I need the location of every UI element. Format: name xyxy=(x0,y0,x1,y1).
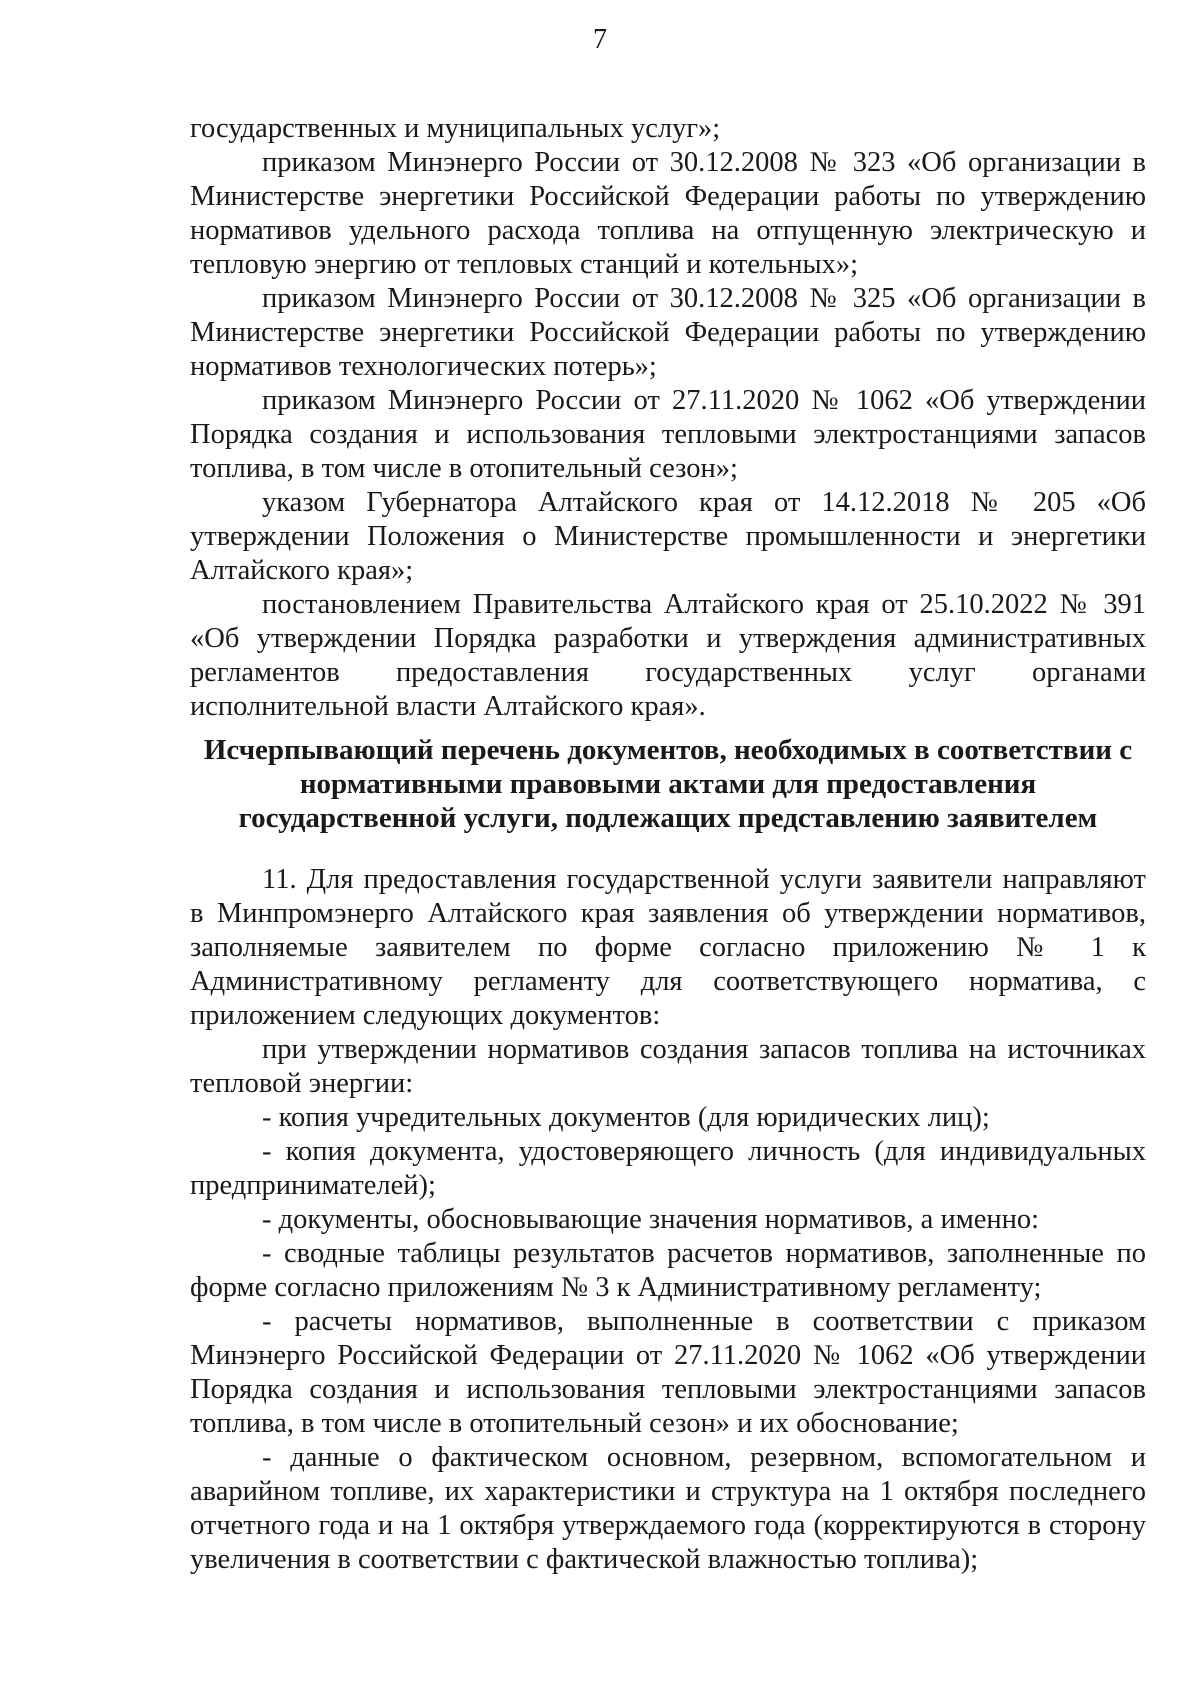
legal-basis-list xyxy=(190,112,1146,724)
paragraph: приказом Минэнерго России от 30.12.2008 № 325 «Об организации в Министерстве энергетики Российской Федерации работы по утверждению нормативов технологических потерь»; xyxy=(190,283,1146,382)
paragraph: 11. Для предоставления государственной услуги заявители направляют в Минпромэнерго Алтайского края заявления об утверждении нормативов, заполняемые заявителем по форме согласно приложению № 1 к Административному регламенту для соответствующего норматива, с приложением следующих документов: xyxy=(190,864,1146,1031)
paragraph: приказом Минэнерго России от 30.12.2008 № 323 «Об организации в Министерстве энергетики Российской Федерации работы по утверждению нормативов удельного расхода топлива на отпущенную электрическую и тепловую энергию от тепловых станций и котельных»; xyxy=(190,147,1146,280)
paragraph: - данные о фактическом основном, резервном, вспомогательном и аварийном топливе, их характеристики и структура на 1 октября последнего отчетного года и на 1 октября утверждаемого года (корректируются в сторону увеличения в соответствии с фактической влажностью топлива); xyxy=(190,1442,1146,1575)
paragraph: - копия учредительных документов (для юридических лиц); xyxy=(262,1102,990,1133)
paragraph: приказом Минэнерго России от 27.11.2020 № 1062 «Об утверждении Порядка создания и использования тепловыми электростанциями запасов топлива, в том числе в отопительный сезон»; xyxy=(190,385,1146,484)
paragraph: - документы, обосновывающие значения нормативов, а именно: xyxy=(262,1204,1040,1235)
paragraph: - расчеты нормативов, выполненные в соответствии с приказом Минэнерго Российской Федерации от 27.11.2020 № 1062 «Об утверждении Порядка создания и использования тепловыми электростанциями запасов топлива, в том числе в отопительный сезон» и их обоснование; xyxy=(190,1306,1146,1439)
paragraph: указом Губернатора Алтайского края от 14.12.2018 № 205 «Об утверждении Положения о Министерстве промышленности и энергетики Алтайского края»; xyxy=(190,487,1146,586)
paragraph: при утверждении нормативов создания запасов топлива на источниках тепловой энергии: xyxy=(190,1034,1146,1099)
paragraph: постановлением Правительства Алтайского края от 25.10.2022 № 391 «Об утверждении Порядка разработки и утверждения административных регламентов предоставления государственных услуг органами исполнительной власти Алтайского края». xyxy=(190,589,1146,722)
page-number: 7 xyxy=(593,24,607,55)
section-heading: Исчерпывающий перечень документов, необходимых в соответствии с нормативными правовыми актами для предоставления государственной услуги, подлежащих представлению заявителем xyxy=(203,734,1133,834)
paragraph: - копия документа, удостоверяющего личность (для индивидуальных предпринимателей); xyxy=(190,1136,1146,1201)
paragraph: государственных и муниципальных услуг»; xyxy=(190,113,721,144)
required-documents-list xyxy=(190,863,1146,1577)
paragraph: - сводные таблицы результатов расчетов нормативов, заполненные по форме согласно приложениям № 3 к Административному регламенту; xyxy=(190,1238,1146,1303)
